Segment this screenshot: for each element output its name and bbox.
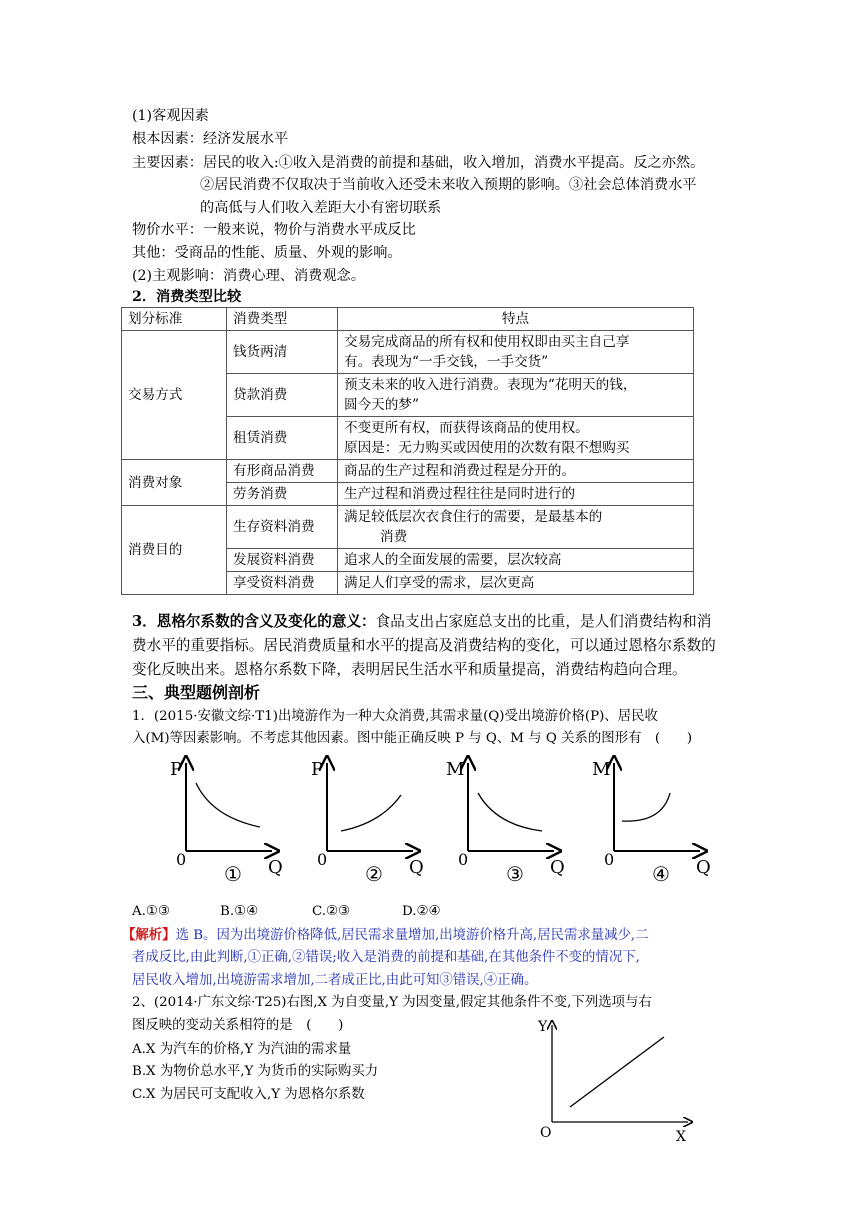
table-header: 划分标准 [122,308,227,331]
x-label: Q [409,857,424,878]
s1-other-factor: 其他：受商品的性能、质量、外观的影响。 [132,245,402,261]
origin-label: 0 [604,850,615,869]
table-row [122,506,694,549]
x-label: Q [268,857,283,878]
origin-label: 0 [458,850,469,869]
s3-line-3: 变化反映出来。恩格尔系数下降，表明居民生活水平和质量提高，消费结构趋向合理。 [132,661,687,678]
feature-cell: 交易完成商品的所有权和使用权即由买主自己享 有。表现为“一手交钱，一手交货” [338,331,694,374]
s2-title: 2．消费类型比较 [132,289,242,305]
s1-main-factor-1: 主要因素：居民的收入:①收入是消费的前提和基础，收入增加，消费水平提高。反之亦然。 [132,155,705,171]
origin-label: 0 [317,850,328,869]
analysis-line-1: 【解析】选 B。因为出境游价格降低,居民需求量增加,出境游价格升高,居民需求量减少,二 [122,927,649,943]
x-label: Q [550,857,565,878]
x-label: X [676,1129,686,1145]
type-cell: 有形商品消费 [227,460,338,483]
y-label: Y [538,1019,548,1035]
table-row [122,460,694,483]
group-cell: 交易方式 [122,331,227,460]
table-header: 特点 [338,308,694,331]
s1-subjective: (2)主观影响：消费心理、消费观念。 [132,268,365,284]
table-row [122,331,694,374]
graph-3 [446,759,565,886]
option-b: B.①④ [220,904,259,919]
s3-text-1: 食品支出占家庭总支出的比重，是人们消费结构和消 [375,613,712,630]
graph-number: ③ [506,862,524,886]
y-label: P [170,759,183,780]
type-cell: 享受资料消费 [227,572,338,595]
group-cell: 消费目的 [122,506,227,595]
type-cell: 钱货两清 [227,331,338,374]
q1-options [132,902,441,922]
s1-main-factor-2: ②居民消费不仅取决于当前收入还受未来收入预期的影响。③社会总体消费水平 [200,177,697,193]
type-cell: 发展资料消费 [227,549,338,572]
type-cell: 劳务消费 [227,483,338,506]
q2-line-2: 图反映的变动关系相符的是 ( ) [132,1018,344,1033]
type-cell: 贷款消费 [227,374,338,417]
feature-cell: 满足人们享受的需求，层次更高 [338,572,694,595]
s3-line-1 [132,612,711,632]
curve-down [478,793,542,831]
option-d: D.②④ [402,904,441,919]
graph-1 [170,759,283,886]
q2-option-b: B.X 为物价总水平,Y 为货币的实际购买力 [132,1064,379,1079]
s1-main-factor-3: 的高低与人们收入差距大小有密切联系 [200,200,442,216]
feature-cell: 生产过程和消费过程往往是同时进行的 [338,483,694,506]
y-label: M [446,759,465,780]
analysis-line-3: 居民收入增加,出境游需求增加,二者成正比,由此可知③错误,④正确。 [132,973,538,988]
q1-line-1: 1．(2015·安徽文综·T1)出境游作为一种大众消费,其需求量(Q)受出境游价格(P)、居民收 [132,709,658,724]
analysis-tag: 【解析】 [122,927,176,943]
y-label: M [592,759,611,780]
option-c: C.②③ [312,904,351,919]
s4-title: 三、典型题例剖析 [132,683,261,702]
x-label: Q [696,857,711,878]
s1-title: (1)客观因素 [132,108,209,124]
feature-cell: 不变更所有权，而获得该商品的使用权。 原因是：无力购买或因使用的次数有限不想购买 [338,417,694,460]
analysis-line-2: 者成反比,由此判断,①正确,②错误;收入是消费的前提和基础,在其他条件不变的情况下, [132,950,640,965]
curve-up [622,793,670,821]
s1-root-factor: 根本因素：经济发展水平 [132,131,289,147]
graph-4 [592,759,711,886]
graph-2 [311,759,424,886]
group-cell: 消费对象 [122,460,227,506]
positive-line [570,1037,664,1107]
q2-option-a: A.X 为汽车的价格,Y 为汽油的需求量 [132,1042,352,1057]
feature-cell: 预支未来的收入进行消费。表现为“花明天的钱， 圆今天的梦” [338,374,694,417]
q1-line-2: 入(M)等因素影响。不考虑其他因素。图中能正确反映 P 与 Q、M 与 Q 关系的图形有 ( ) [132,731,693,746]
demand-curve-down [196,783,260,827]
origin-label: O [540,1125,552,1141]
feature-cell: 满足较低层次衣食住行的需要，是最基本的 消费 [338,506,694,549]
table-header: 消费类型 [227,308,338,331]
type-cell: 生存资料消费 [227,506,338,549]
y-label: P [311,759,324,780]
feature-cell: 商品的生产过程和消费过程是分开的。 [338,460,694,483]
type-cell: 租赁消费 [227,417,338,460]
graph-number: ② [365,862,383,886]
graph-number: ④ [652,862,670,886]
q2-graph [530,1015,700,1145]
table-header-row [122,308,694,331]
q2-line-1: 2、(2014·广东文综·T25)右图,X 为自变量,Y 为因变量,假定其他条件不变,下列选项与右 [132,995,652,1010]
q2-option-c: C.X 为居民可支配收入,Y 为恩格尔系数 [132,1087,365,1102]
feature-cell: 追求人的全面发展的需要，层次较高 [338,549,694,572]
curve-up [341,795,401,831]
origin-label: 0 [176,850,187,869]
q1-graphs [160,755,740,890]
s1-price-level: 物价水平：一般来说，物价与消费水平成反比 [132,222,416,238]
s3-title: 3．恩格尔系数的含义及变化的意义： [132,613,376,630]
graph-number: ① [224,862,242,886]
s3-line-2: 费水平的重要指标。居民消费质量和水平的提高及消费结构的变化，可以通过恩格尔系数的 [132,637,716,654]
consumption-type-table [121,307,694,595]
option-a: A.①③ [132,904,170,919]
